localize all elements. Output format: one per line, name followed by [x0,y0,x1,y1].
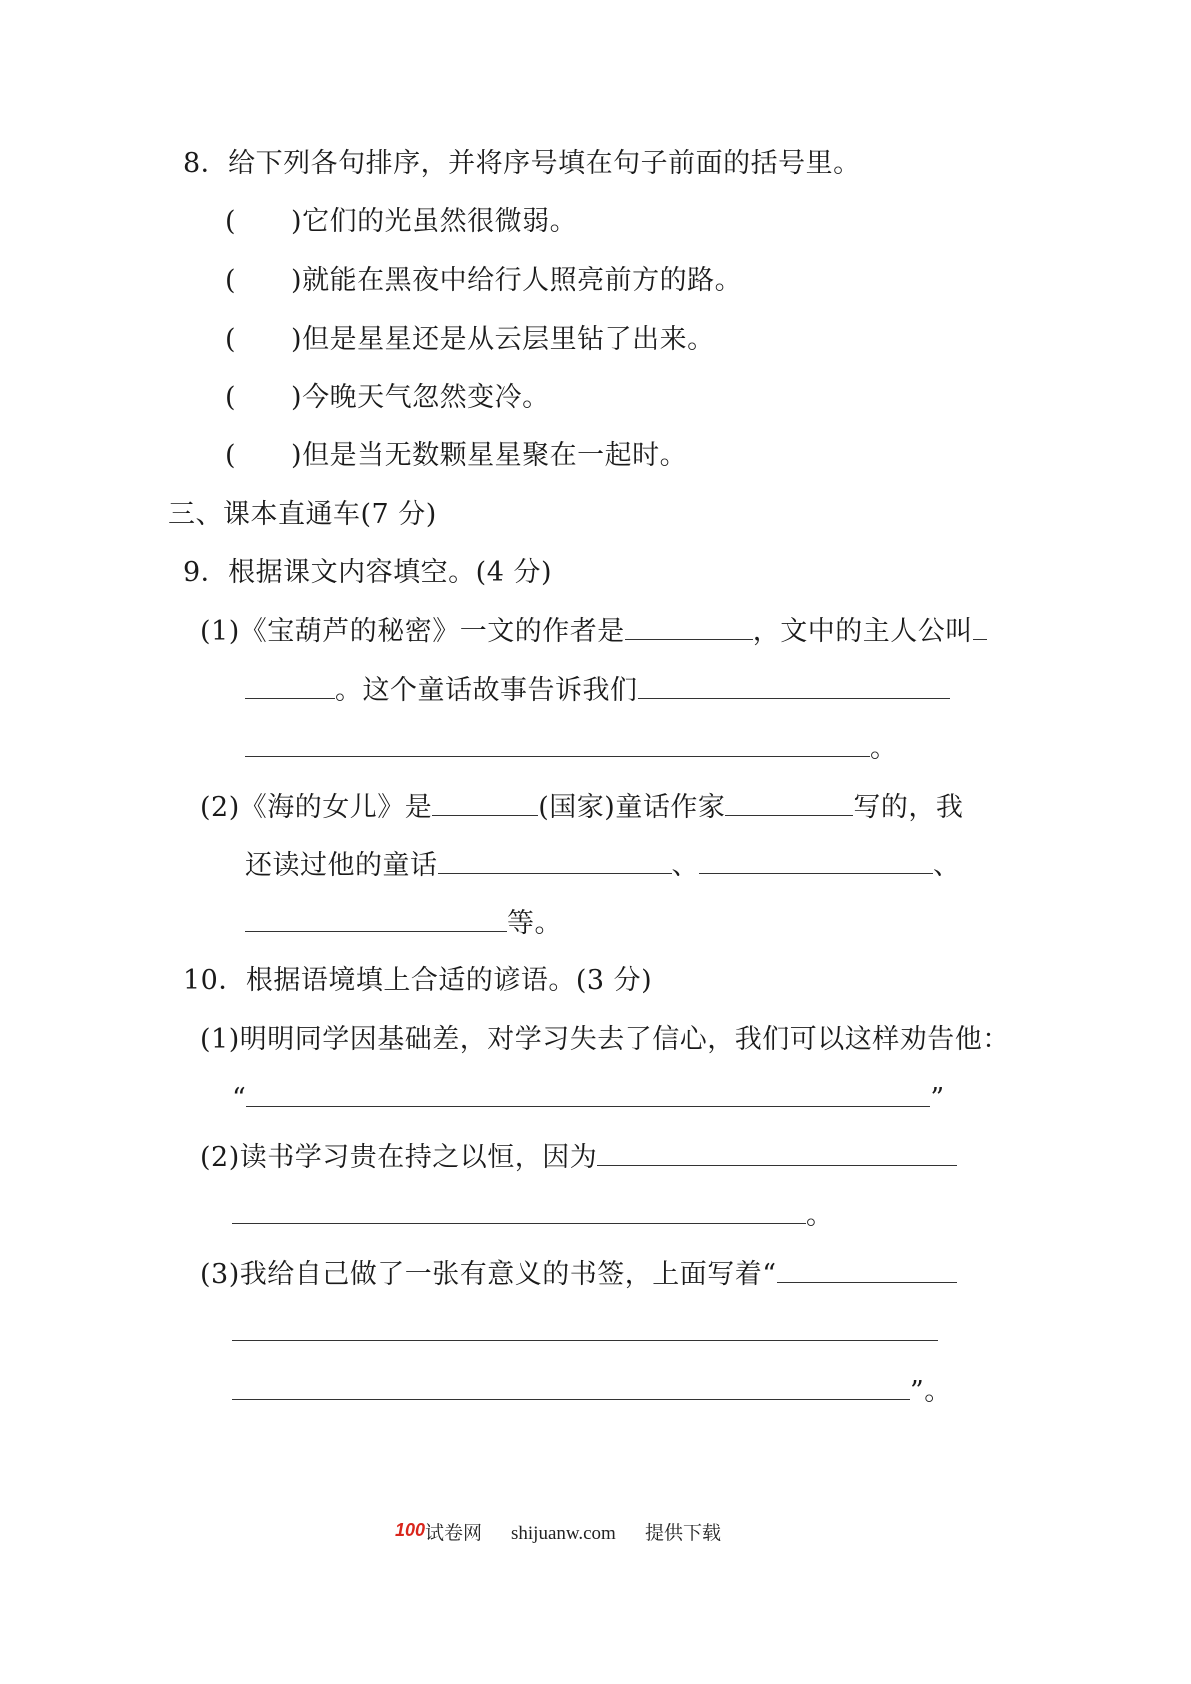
site-logo: 100 [395,1520,426,1540]
answer-blank[interactable] [232,1314,938,1341]
q9-p1-text-c: 。这个童话故事告诉我们 [335,675,638,706]
q10-p2-end: 。 [806,1200,834,1231]
answer-blank[interactable] [597,1139,957,1166]
answer-paren[interactable]: ( ) [225,265,303,296]
close-quote: ” [930,1083,945,1114]
answer-paren[interactable]: ( ) [225,382,303,413]
q9-part1-line2 [245,672,950,708]
q9-part2-line1 [200,789,963,825]
q9-p1-text-b: ，文中的主人公叫 [752,616,973,647]
q9-p1-text-a: (1)《宝葫芦的秘密》一文的作者是 [200,616,625,647]
answer-blank[interactable] [438,847,672,874]
answer-blank[interactable] [232,1373,910,1400]
answer-blank[interactable] [699,847,933,874]
answer-blank[interactable] [725,789,853,816]
download-note: 提供下载 [645,1523,722,1544]
q10-part2-line1 [200,1139,957,1175]
q10-p3-text: (3)我给自己做了一张有意义的书签，上面写着“ [200,1259,777,1290]
q8-item-1 [225,204,577,240]
q8-item-2 [225,263,742,299]
q9-p1-end: 。 [870,733,898,764]
site-name: 试卷网 [425,1523,483,1544]
q9-part2-line3 [245,905,562,941]
q8-item-3 [225,322,715,358]
answer-blank[interactable] [973,613,987,640]
answer-paren[interactable]: ( ) [225,324,303,355]
q8-item-4 [225,380,550,416]
q9-part1-line1 [200,613,987,649]
q10-p3-end: ”。 [910,1376,952,1407]
q9-p2-text-d: 还读过他的童话 [245,850,438,881]
q10-prompt: 10．根据语境填上合适的谚语。(3 分) [183,965,653,996]
q8-item-text: 但是星星还是从云层里钻了出来。 [302,324,715,355]
answer-blank[interactable] [638,672,950,699]
answer-blank[interactable] [245,730,870,757]
q10-part3-line1 [200,1256,957,1292]
answer-paren[interactable]: ( ) [225,440,303,471]
q8-item-text: 就能在黑夜中给行人照亮前方的路。 [302,265,743,296]
q9-prompt: 9．根据课文内容填空。(4 分) [183,557,553,588]
answer-blank[interactable] [245,672,335,699]
answer-blank[interactable] [625,613,753,640]
q9-p2-text-a: (2)《海的女儿》是 [200,792,433,823]
q9-p2-sep: 、 [933,850,961,881]
answer-blank[interactable] [246,1080,930,1107]
q9-p2-end: 等。 [507,908,562,939]
answer-paren[interactable]: ( ) [225,206,303,237]
q10-part1-line2 [232,1080,945,1116]
answer-blank[interactable] [432,789,538,816]
section-title: 三、课本直通车(7 分) [168,499,437,530]
q10-p2-text: (2)读书学习贵在持之以恒，因为 [200,1142,598,1173]
q10-part2-line2 [232,1197,834,1233]
q10-part1-line1: (1)明明同学因基础差，对学习失去了信心，我们可以这样劝告他： [200,1024,1010,1055]
q10-part3-line3 [232,1373,952,1409]
q8-item-text: 它们的光虽然很微弱。 [302,206,578,237]
answer-blank[interactable] [245,905,507,932]
open-quote: “ [232,1083,247,1114]
q8-item-text: 今晚天气忽然变冷。 [302,382,550,413]
answer-blank[interactable] [232,1197,806,1224]
q9-part2-line2 [245,847,961,883]
q10-part3-line2 [232,1314,938,1350]
q8-prompt: 8．给下列各句排序，并将序号填在句子前面的括号里。 [183,148,861,179]
site-domain[interactable]: shijuanw.com [511,1523,616,1544]
q9-p2-text-c: 写的，我 [853,792,964,823]
q9-p2-text-b: (国家)童话作家 [538,792,726,823]
q8-item-5 [225,438,687,474]
answer-blank[interactable] [777,1256,957,1283]
q9-p2-sep: 、 [671,850,699,881]
q8-item-text: 但是当无数颗星星聚在一起时。 [302,440,688,471]
q9-part1-line3 [245,730,898,766]
